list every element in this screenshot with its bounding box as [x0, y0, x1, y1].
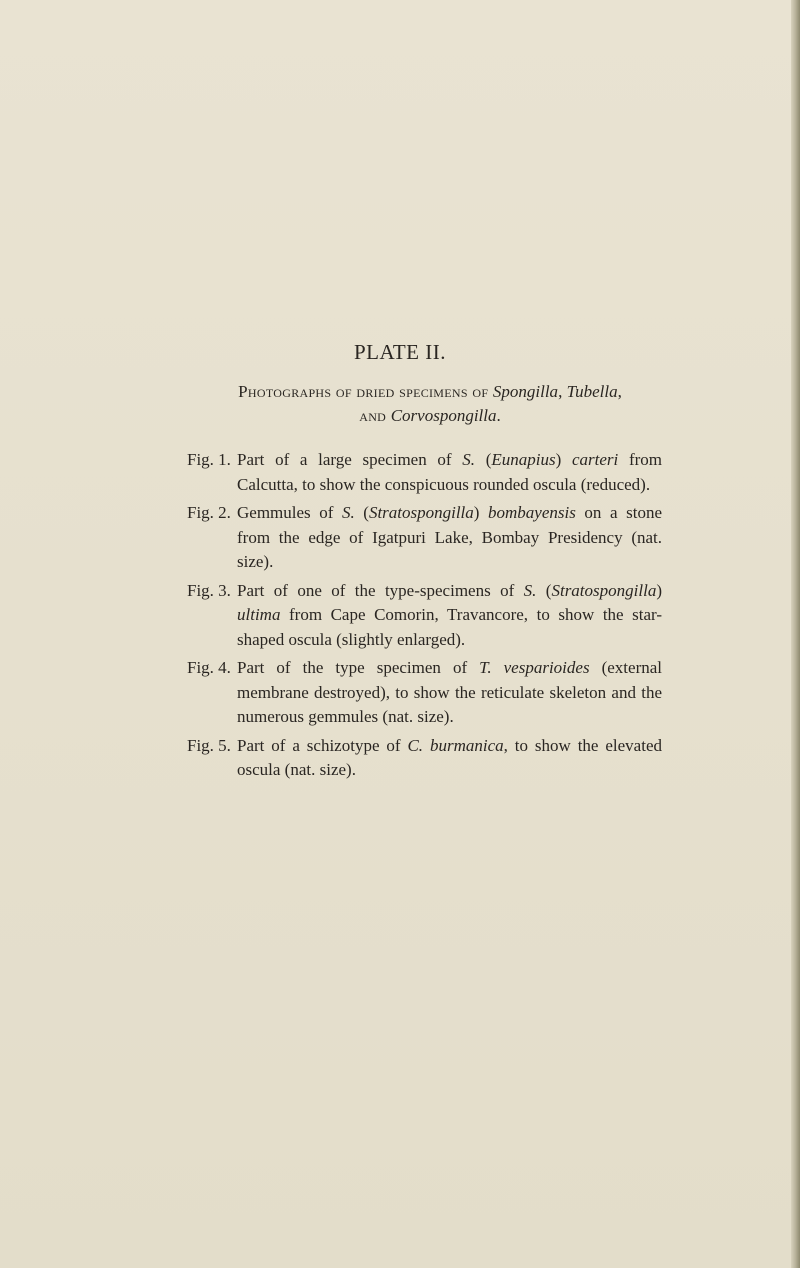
- subtitle-separator: ,: [558, 382, 567, 401]
- genus-corvospongilla: Corvospongilla: [390, 406, 497, 425]
- genus-spongilla: Spongilla: [492, 382, 559, 401]
- caption-text: Part of a large specimen of: [237, 450, 463, 469]
- figure-number: Fig. 1.: [187, 450, 231, 469]
- caption-italic: T. vesparioides: [479, 658, 590, 677]
- caption-italic: S.: [523, 580, 537, 600]
- caption-italic: carteri: [571, 450, 619, 469]
- caption-text: (: [354, 503, 369, 522]
- caption-text: Part of one of the type-specimens of: [237, 580, 524, 600]
- caption-text: Part of a schizotype of: [237, 735, 408, 755]
- plate-subtitle: [200, 380, 660, 428]
- subtitle-end: .: [496, 406, 501, 425]
- figure-number: Fig. 2.: [187, 503, 231, 522]
- caption-text: Part of the type specimen of: [237, 658, 480, 677]
- caption-italic: ultima: [237, 605, 281, 624]
- caption-text: ): [555, 450, 572, 469]
- caption-text: (external membrane destroyed), to show the reticulate skeleton and the numerous gemmules (nat. size).: [237, 658, 663, 726]
- figure-captions: [187, 448, 662, 787]
- caption-italic: Stratospongilla: [551, 580, 657, 600]
- caption-text: ): [473, 503, 489, 522]
- figure-caption-3: [187, 579, 662, 653]
- figure-number: Fig. 5.: [187, 735, 231, 755]
- plate-title: PLATE II.: [354, 340, 446, 364]
- caption-italic: C. burmanica: [407, 735, 504, 755]
- caption-italic: S.: [341, 503, 355, 522]
- figure-caption-4: [187, 656, 662, 730]
- figure-number: Fig. 4.: [187, 658, 231, 677]
- figure-caption-2: [187, 501, 662, 575]
- page-edge-shadow: [791, 0, 800, 1268]
- caption-text: Gemmules of: [237, 503, 342, 522]
- caption-italic: Stratospongilla: [368, 503, 474, 522]
- subtitle-and: and: [359, 406, 391, 425]
- caption-text: from Calcutta, to show the conspicuous rounded oscula (reduced).: [237, 450, 662, 494]
- caption-text: from Cape Comorin, Travancore, to show the star-shaped oscula (slightly enlarged).: [237, 605, 662, 649]
- caption-text: ): [656, 580, 662, 600]
- caption-italic: bombayensis: [488, 503, 576, 522]
- caption-text: on a stone from the edge of Igatpuri Lake, Bombay Presidency (nat. size).: [237, 503, 662, 571]
- figure-caption-1: [187, 448, 662, 497]
- genus-tubella: Tubella: [566, 382, 618, 401]
- figure-caption-5: [187, 734, 662, 783]
- figure-number: Fig. 3.: [187, 580, 231, 600]
- caption-text: (: [536, 580, 552, 600]
- caption-text: , to show the elevated oscula (nat. size).: [237, 735, 662, 779]
- caption-text: (: [475, 450, 492, 469]
- caption-italic: Eunapius: [491, 450, 556, 469]
- subtitle-prefix: Photographs of dried specimens of: [238, 382, 493, 401]
- subtitle-separator: ,: [617, 382, 622, 401]
- caption-italic: S.: [462, 450, 476, 469]
